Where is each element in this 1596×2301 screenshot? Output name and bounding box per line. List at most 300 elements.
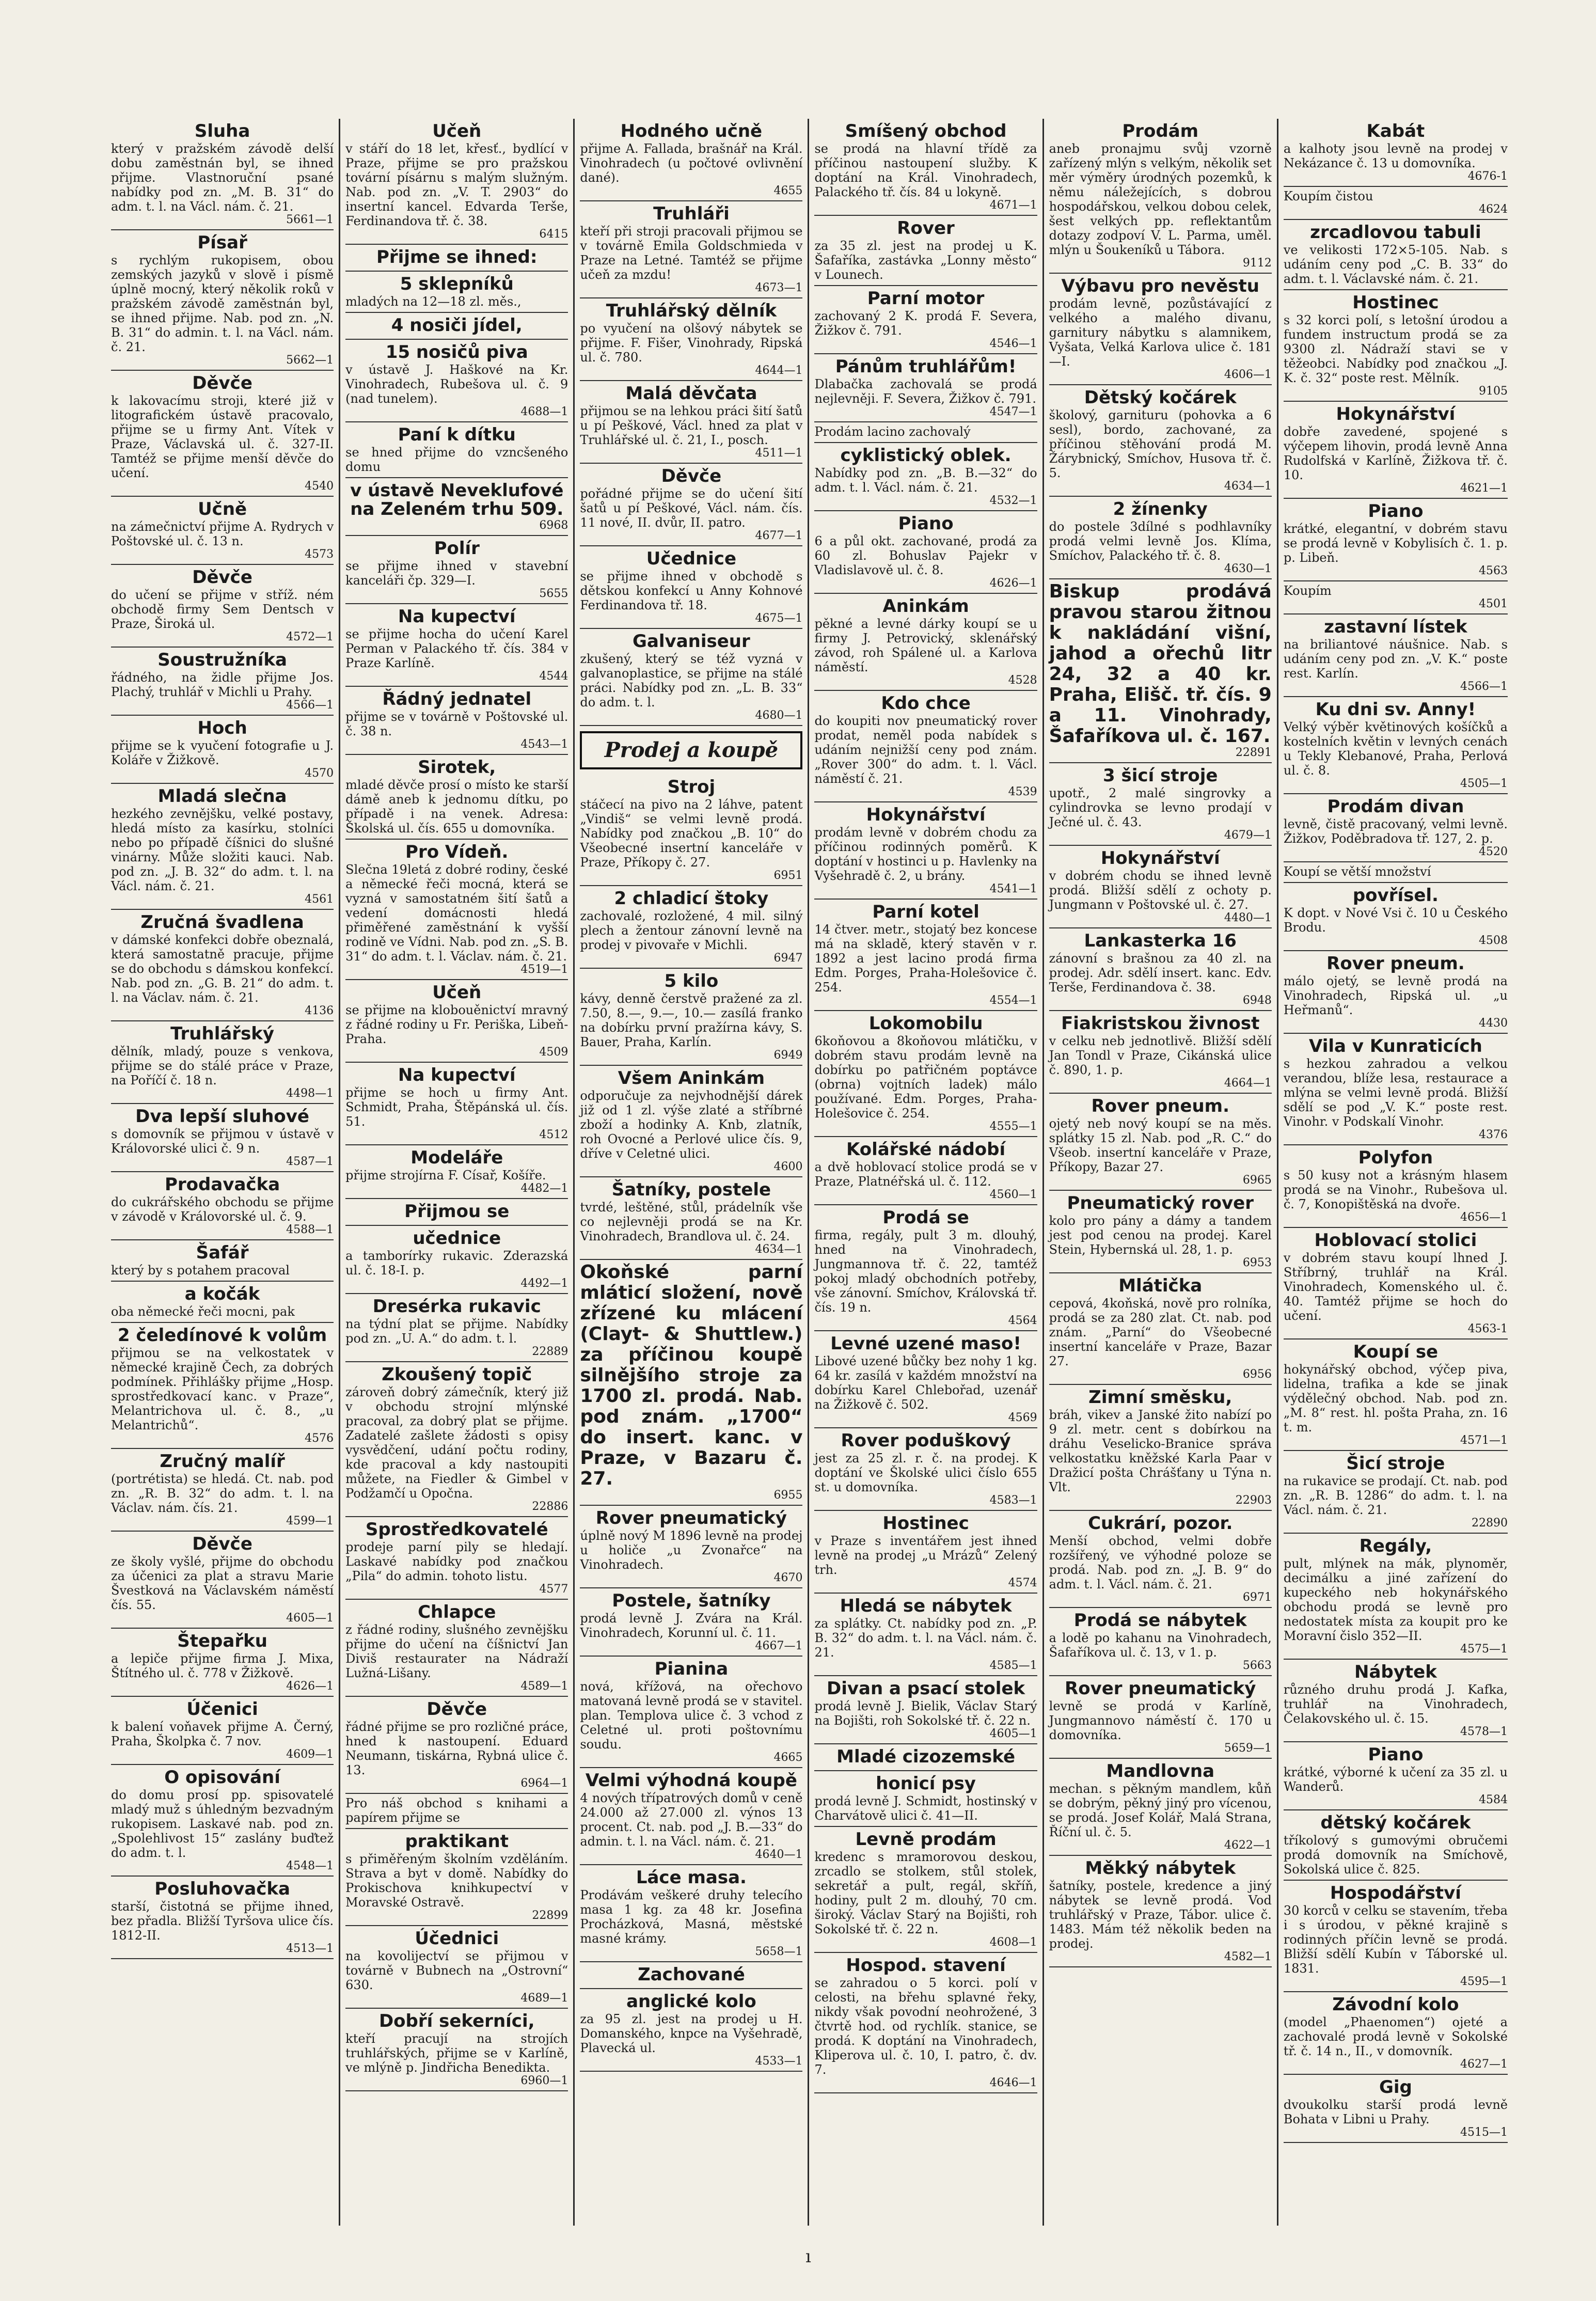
- classified-ad: [1284, 697, 1508, 794]
- ad-heading: Kabát: [1366, 121, 1425, 141]
- ad-code: 4605—1: [286, 1612, 334, 1625]
- ad-heading: Chlapce: [418, 1602, 496, 1622]
- classified-ad: [345, 1926, 568, 2009]
- ad-heading: Postele, šatníky: [612, 1590, 771, 1611]
- ad-code: 4561: [305, 893, 334, 906]
- ad-text: Koupím čistou: [1283, 189, 1373, 203]
- ad-heading: Okoňské parní mláticí složení, nově zřízené ku mlácení (Clayt- & Shuttlew.) za příčinou koupě silnějšího stroje za 1700 zl. prodá. Nab. pod znám. „1700“ do insert. kanc. v Praze, v Bazaru č. 27.: [580, 1262, 803, 1489]
- ad-text: s přiměřeným školním vzděláním. Strava a byt v domě. Nabídky do Prokischova knihkupectví v Moravské Ostravě.: [345, 1852, 568, 1910]
- ad-heading: Parní kotel: [872, 902, 979, 922]
- classified-ad: [345, 1145, 568, 1199]
- ad-heading: Rover pneum.: [1326, 953, 1465, 974]
- ad-heading: Dětský kočárek: [1084, 387, 1237, 408]
- ad-text: kredenc s mramorovou deskou, zrcadlo se stolkem, stůl stolek, sekretář a pult, regál, skříň, hodiny, pult 2 m. dlouhý, 70 cm. široký. Václav Starý na Bojišti, roh Sokolské tř. č. 22 n.: [814, 1850, 1037, 1936]
- classified-ad: [111, 497, 334, 565]
- ad-text: Dlabačka zachovalá se prodá nejlevněji. F. Severa, Žižkov č. 791.: [814, 377, 1037, 406]
- ad-code: 4555—1: [989, 1120, 1037, 1133]
- ad-text: dobře zavedené, spojené s výčepem lihovin, prodá levně Anna Rudolfská v Karlíně, Žižkova tř. č. 10.: [1283, 424, 1508, 482]
- classified-ad: [111, 1323, 334, 1449]
- ad-code: 6956: [1242, 1368, 1272, 1381]
- classified-ad: [814, 1428, 1037, 1511]
- classified-ad: [1049, 385, 1272, 497]
- classified-ad: [580, 1989, 802, 2072]
- column-4: [809, 119, 1044, 2226]
- ad-text: přijmou se na velkostatek v německé krajině Čech, za dobrých podmínek. Přihlášky přijme „Hosp. sprostředkovací kanc. v Praze“, Melantrichova ul. č. 8., „u Melantrichů“.: [111, 1346, 334, 1432]
- ad-code: 5655: [539, 587, 568, 600]
- classified-ad: [1049, 763, 1272, 846]
- ad-text: bráh, vikev a Janské žito nabízí po 9 zl. metr. cent s dobírkou na dráhu Veselicko-Branice správa velkostatku kněžské Karla Paar v Dražicí pošta Chrášťany u Týna n. Vlt.: [1049, 1408, 1272, 1494]
- ad-code: 4576: [305, 1432, 334, 1445]
- classified-ad: [111, 1765, 334, 1877]
- ad-text: dvoukolku starší prodá levně Bohata v Libni u Prahy.: [1283, 2098, 1508, 2126]
- ad-text: se přijme ihned v obchodě s dětskou konfekcí u Anny Kohnové Ferdinandova tř. 18.: [580, 569, 803, 612]
- classified-ad: [1284, 1034, 1508, 1145]
- ad-heading: Hostinec: [1352, 292, 1439, 313]
- ad-text: prodám levně v dobrém chodu za příčinou rodinných poměrů. K doptání v hostinci u p. Havlenky na Vyšehradě č. 2, u brány.: [814, 825, 1037, 883]
- classified-ad: [1284, 2075, 1508, 2143]
- classified-ad: [814, 354, 1037, 422]
- classified-ad: [580, 775, 802, 886]
- ad-text: 6koňovou a 8koňovou mlátičku, v dobrém stavu prodám levně na dobírku po patřičném poptávce (obrna) vojtních ladek) málo používané. Edm. Porges, Praha-Holešovice č. 254.: [814, 1034, 1037, 1121]
- classified-ad: [111, 1021, 334, 1104]
- ad-code: 4688—1: [520, 405, 568, 418]
- ad-text: prodám levně, pozůstávající z velkého a malého divanu, garnitury nábytku s alamnikem, Vyšata, Velká Karlova ulice č. 181—I.: [1049, 296, 1272, 369]
- ad-heading: Mladá slečna: [157, 786, 287, 807]
- ad-heading: Štepařku: [177, 1631, 267, 1651]
- ad-text: Slečna 19letá z dobré rodiny, české a německé řeči mocná, která se vyzná v samostatném šití šatů a vedení domácnosti hledá přiměřené zaměstnání k vyšší rodině ve Vídni. Nab. pod zn. „S. B. 31“ do adm. t. l. Václav. nám. č. 21.: [345, 862, 568, 964]
- classified-ad: [580, 886, 802, 969]
- ad-heading: Hodného učně: [620, 121, 763, 141]
- ad-heading: Polyfon: [1358, 1147, 1433, 1168]
- ad-code: 5659—1: [1224, 1742, 1272, 1755]
- ad-text: za 95 zl. jest na prodej u H. Domanského, knpce na Vyšehradě, Plavecká ul.: [580, 2012, 803, 2055]
- ad-text: odporučuje za nejvhodnější dárek již od 1 zl. výše zlaté a stříbrné zboží a hodinky A. Knb, zlatník, roh Ovocné a Perlové ulice čís. 9, dříve v Celetné ulici.: [580, 1089, 803, 1161]
- ad-text: za 35 zl. jest na prodej u K. Šafaříka, zastávka „Lonny město“ v Lounech.: [814, 239, 1037, 282]
- classified-ad: [1284, 402, 1508, 499]
- ad-text: Pro náš obchod s knihami a papírem přijme se: [345, 1796, 568, 1825]
- classified-ad: [580, 1066, 802, 1177]
- ad-code: 4627—1: [1460, 2058, 1508, 2071]
- ad-code: 4646—1: [989, 2076, 1037, 2089]
- ad-text: přijme strojírna F. Císař, Košíře.: [345, 1168, 546, 1183]
- ad-text: ve velikosti 172×5-105. Nab. s udáním ceny pod „C. B. 33“ do adm. t. l. Václavské nám. č. 21.: [1283, 243, 1508, 286]
- ad-heading: Zkoušený topič: [382, 1364, 532, 1385]
- ad-heading: Učeň: [432, 982, 482, 1003]
- ad-text: na rukavice se prodají. Ct. nab. pod zn. „R. B. 1286“ do adm. t. l. na Václ. nám. č. 21.: [1283, 1474, 1508, 1517]
- ad-heading: Hostinec: [882, 1513, 969, 1534]
- ad-text: Libové uzené bůčky bez nohy 1 kg. 64 kr. zasílá v každém množství na dobírku Karel Chlebořad, uzenář na Žižkově č. 502.: [814, 1354, 1037, 1412]
- classified-ad: [814, 594, 1037, 691]
- ad-code: 4508: [1478, 934, 1508, 947]
- ad-code: 4548—1: [286, 1859, 334, 1872]
- ad-code: 4608—1: [989, 1936, 1037, 1949]
- classified-ad: [580, 969, 802, 1066]
- ad-code: 4588—1: [286, 1223, 334, 1236]
- ad-text: zánovní s brašnou za 40 zl. na prodej. Adr. sdělí insert. kanc. Edv. Terše, Ferdinandova č. 38.: [1049, 951, 1272, 995]
- ad-heading: 3 šicí stroje: [1103, 765, 1218, 786]
- classified-ad: [1284, 1145, 1508, 1228]
- ad-heading: Pánům truhlářům!: [835, 356, 1017, 377]
- ad-heading: Kolářské nádobí: [846, 1139, 1006, 1160]
- classified-ad: [814, 1676, 1037, 1744]
- ad-code: 4519—1: [520, 963, 568, 976]
- classified-ad: [580, 464, 802, 546]
- ad-heading: zrcadlovou tabuli: [1310, 222, 1481, 243]
- ad-code: 4573: [305, 548, 334, 561]
- ad-heading: Ku dni sv. Anny!: [1315, 699, 1476, 720]
- ad-text: levně se prodá v Karlíně, Jungmannovo náměstí č. 170 u domovníka.: [1049, 1699, 1272, 1742]
- classified-ad: [1284, 1881, 1508, 1992]
- ad-heading: Na kupectví: [398, 606, 516, 627]
- ad-heading: Přijme se ihned:: [376, 247, 538, 267]
- classified-ad: [111, 1877, 334, 1959]
- ad-heading: Pro Vídeň.: [405, 842, 509, 862]
- ad-heading: Parní motor: [867, 288, 985, 309]
- classified-ad: [111, 1697, 334, 1765]
- ad-heading: Hokynářství: [1100, 848, 1220, 869]
- ad-heading: Piano: [1368, 1744, 1424, 1765]
- ad-code: 5662—1: [286, 354, 334, 367]
- ad-heading: Lankasterka 16: [1084, 931, 1237, 951]
- ad-heading: Aninkám: [882, 596, 969, 617]
- classified-ad: [345, 272, 568, 313]
- column-1: [106, 119, 340, 2226]
- ad-heading: a kočák: [184, 1284, 260, 1304]
- ad-code: 6955: [773, 1489, 803, 1502]
- classified-ad: [1284, 614, 1508, 697]
- ad-text: různého druhu prodá J. Kafka, truhlář na Vinohradech, Čelakovského ul. č. 15.: [1283, 1682, 1508, 1726]
- ad-text: s rychlým rukopisem, obou zemských jazyků v slově i písmě úplně mocný, který několik roků v pražském závodě zaměstnán byl, se ihned přijme. Nab. pod zn. „N. B. 31“ do admin. t. l. na Václ. nám. č. 21.: [111, 253, 334, 354]
- ad-heading: Polír: [434, 538, 480, 559]
- classified-ad: [1049, 579, 1272, 763]
- ad-code: 4630—1: [1224, 562, 1272, 575]
- classified-ad: [345, 1199, 568, 1226]
- ad-heading: Truhlářský: [170, 1023, 275, 1044]
- classified-ad: [814, 1594, 1037, 1676]
- ad-heading: Zručný malíř: [160, 1451, 285, 1472]
- classified-ad: [111, 1532, 334, 1629]
- ad-text: prodá levně J. Zvára na Král. Vinohradech, Korunní ul. č. 11.: [580, 1611, 803, 1640]
- ad-heading: Prodá se nábytek: [1073, 1610, 1247, 1631]
- ad-code: 22886: [532, 1500, 568, 1513]
- classified-ad: [580, 119, 802, 201]
- ad-text: 6 a půl okt. zachované, prodá za 60 zl. Bohuslav Pajekr v Vladislavově ul. č. 8.: [814, 534, 1037, 577]
- ad-heading: Láce masa.: [636, 1867, 747, 1888]
- ad-text: levně, čistě pracovaný, velmi levně. Žižkov, Poděbradova tř. 127, 2. p.: [1283, 817, 1508, 846]
- classified-ad: [814, 1331, 1037, 1428]
- ad-code: 4624: [1478, 203, 1508, 216]
- classified-ad: [111, 648, 334, 716]
- ad-code: 6948: [1242, 994, 1272, 1007]
- classified-ad: [345, 1794, 568, 1829]
- ad-text: mladé děvče prosí o místo ke starší dámě aneb k jednomu dítku, po případě i na venek. Adresa: Školská ul. čís. 655 u domovníka.: [345, 778, 568, 836]
- ad-text: se prodá na hlavní třídě za příčinou nastoupení služby. K doptání na Král. Vinohradech, Palackého tř. čís. 84 u lokyně.: [814, 141, 1037, 199]
- ad-text: šatníky, postele, kredence a jiný nábytek se levně prodá. Vod truhlářský v Praze, Tábor. ulice č. 1483. Mám též několik beden na prodej.: [1049, 1879, 1272, 1951]
- ad-text: v ústavě J. Haškové na Kr. Vinohradech, Rubešova ul. č. 9 (nad tunelem).: [345, 363, 568, 406]
- ad-text: do postele 3dílné s podhlavníky prodá velmi levně Jos. Klíma, Smíchov, Palackého tř. č. 8.: [1049, 519, 1272, 563]
- ad-heading: Vila v Kunraticích: [1309, 1036, 1482, 1057]
- classified-ad: [814, 691, 1037, 802]
- ad-code: 4546—1: [989, 337, 1037, 350]
- classified-ad: [580, 1177, 802, 1260]
- ad-heading: Přijmou se: [404, 1201, 510, 1222]
- ad-heading: Dresérka rukavic: [372, 1296, 541, 1317]
- ad-code: 4677—1: [755, 529, 803, 542]
- ad-text: prodá levně J. Schmidt, hostinský v Charvátově ulici č. 41—II.: [814, 1794, 1037, 1823]
- ad-heading: Hledá se nábytek: [840, 1596, 1012, 1616]
- ad-text: a kalhoty jsou levně na prodej v Nekázance č. 13 u domovníka.: [1283, 141, 1508, 170]
- ad-code: 4584: [1478, 1793, 1508, 1806]
- ad-heading: Paní k dítku: [398, 424, 516, 445]
- ad-heading: Truhlářský dělník: [606, 301, 777, 321]
- ad-text: který v pražském závodě delší dobu zaměstnán byl, se ihned přijme. Vlastnoruční psané nabídky pod zn. „M. B. 31“ do adm. t. l. na Václ. nám. č. 21.: [111, 141, 334, 214]
- classified-ad: [814, 1827, 1037, 1953]
- ad-text: prodá levně J. Bielik, Václav Starý na Bojišti, roh Sokolské tř. č. 22 n.: [814, 1699, 1037, 1728]
- classified-ad: [1284, 1810, 1508, 1881]
- classified-ad: [345, 478, 568, 536]
- ad-text: Prodávám veškeré druhy telecího masa 1 kg. za 48 kr. Josefina Procházková, Masná, městské masné krámy.: [580, 1888, 803, 1946]
- ad-text: krátké, výborné k učení za 35 zl. u Wanderů.: [1283, 1765, 1508, 1794]
- ad-text: Velký výběr květinových košíčků a kostelních květin v levných cenách u Tekly Klebanové, Praha, Perlová ul. č. 8.: [1283, 720, 1508, 778]
- ad-code: 4599—1: [286, 1515, 334, 1527]
- ad-text: přijme A. Fallada, brašnář na Král. Vinohradech (u počtové ovlivnění dané).: [580, 141, 803, 185]
- ad-text: do koupiti nov pneumatický rover prodat, neměl poda nabídek s udáním nejnižší ceny pod znám. „Rover 300“ do adm. t. l. Václ. náměstí č. 21.: [814, 714, 1037, 786]
- ad-text: zároveň dobrý zámečník, který již v obchodu strojní mlýnské pracoval, za dobrý plat se přijme. Zadatelé zašlete žádosti s opisy vysvědčení, udání počtu rodiny, kde pracoval a kdy nastoupiti můžete, na Fiedler & Gimbel v Podžamčí u Opočna.: [345, 1385, 568, 1501]
- ad-code: 4600: [773, 1160, 803, 1173]
- ad-heading: Levné uzené maso!: [830, 1333, 1021, 1354]
- ad-heading: zastavní lístek: [1324, 617, 1467, 637]
- classified-ad: [1284, 1451, 1508, 1534]
- classified-ad: [345, 119, 568, 245]
- ad-heading: Piano: [1368, 501, 1424, 522]
- ad-text: (portrétista) se hledá. Ct. nab. pod zn. „R. B. 32“ do adm. t. l. na Václav. nám. čís. 21.: [111, 1472, 334, 1515]
- column-5: [1044, 119, 1278, 2226]
- ad-code: 6971: [1242, 1591, 1272, 1604]
- ad-heading: Všem Aninkám: [618, 1068, 765, 1089]
- ad-code: 4575—1: [1460, 1643, 1508, 1656]
- ad-heading: Hokynářství: [1336, 404, 1456, 424]
- ad-code: 4585—1: [989, 1659, 1037, 1672]
- ad-heading: Nábytek: [1354, 1662, 1437, 1682]
- classified-ad: [814, 422, 1037, 443]
- ad-code: 4671—1: [989, 199, 1037, 212]
- classified-ad: [1284, 951, 1508, 1034]
- ad-heading: učednice: [413, 1228, 501, 1249]
- ad-code: 4520: [1478, 845, 1508, 858]
- ad-code: 6949: [773, 1049, 803, 1062]
- ad-heading: Sprostředkovatelé: [365, 1519, 548, 1540]
- ad-code: 4622—1: [1224, 1839, 1272, 1852]
- ad-text: se přijme hocha do učení Karel Perman v Palackého tř. čís. 384 v Praze Karlíně.: [345, 627, 568, 670]
- classified-ads-page: [106, 119, 1513, 2226]
- classified-ad: [814, 900, 1037, 1011]
- ad-text: v celku neb jednotlivě. Bližší sdělí Jan Tondl v Praze, Cikánská ulice č. 890, 1. p.: [1049, 1034, 1272, 1077]
- section-heading-box: [580, 731, 802, 769]
- ad-text: v dobrém chodu se ihned levně prodá. Bližší sdělí z ochoty p. Jungmann v Poštovské ul. č. 27.: [1049, 869, 1272, 912]
- classified-ad: [345, 980, 568, 1063]
- ad-heading: Měkký nábytek: [1085, 1858, 1236, 1879]
- ad-text: přijmou se na lehkou práci šití šatů u pí Peškové, Václ. hned za plat v Truhlářské ul. č. 21, I., posch.: [580, 404, 803, 447]
- ad-text: aneb pronajmu svůj vzorně zařízený mlýn s velkým, několik set měr výměry úrodných pozemků, k němu náležejících, s dobrou hospodářskou, velkou dobou celek, šest velkých pp. reflektantům dotazy zodpoví V. L. Parma, uměl. mlýn u Šoukeníků u Tábora.: [1049, 141, 1272, 257]
- ad-heading: 4 nosiči jídel,: [391, 315, 523, 336]
- ad-code: 4541—1: [989, 882, 1037, 895]
- ad-code: 4532—1: [989, 494, 1037, 507]
- ad-heading: Děvče: [192, 1534, 252, 1554]
- ad-heading: Hokynářství: [866, 805, 986, 825]
- ad-text: hezkého zevnějšku, velké postavy, hledá místo za kasírku, stolníci nebo po případě číšnici do slušné vinárny. Může složiti kauci. Nab. pod zn. „J. B. 32“ do adm. t. l. na Václ. nám. č. 21.: [111, 807, 334, 893]
- ad-code: 4626—1: [286, 1680, 334, 1693]
- ad-text: který by s potahem pracoval: [111, 1263, 290, 1278]
- classified-ad: [111, 119, 334, 230]
- classified-ad: [111, 716, 334, 784]
- ad-text: a lepiče přijme firma J. Mixa, Štítného ul. č. 778 v Žižkově.: [111, 1651, 334, 1680]
- ad-heading: Pneumatický rover: [1067, 1193, 1254, 1213]
- classified-ad: [111, 1282, 334, 1323]
- ad-code: 4679—1: [1224, 829, 1272, 842]
- page-footer-mark: ı: [805, 2246, 811, 2267]
- ad-code: 22890: [1471, 1517, 1508, 1530]
- classified-ad: [111, 784, 334, 910]
- ad-heading: honicí psy: [876, 1773, 976, 1794]
- ad-code: 9105: [1478, 385, 1508, 398]
- ad-code: 4634—1: [755, 1243, 803, 1256]
- classified-ad: [580, 298, 802, 381]
- ad-heading: Zachované: [638, 1964, 745, 1985]
- classified-ad: [580, 1657, 802, 1768]
- ad-code: 4656—1: [1460, 1211, 1508, 1224]
- ad-code: 22899: [532, 1909, 568, 1922]
- ad-code: 4670: [773, 1571, 803, 1584]
- ad-code: 4609—1: [286, 1748, 334, 1761]
- ad-text: přijme se k vyučení fotografie u J. Koláře v Žižkově.: [111, 738, 334, 767]
- ad-text: a dvě hoblovací stolice prodá se v Praze, Platnéřská ul. č. 112.: [814, 1160, 1037, 1189]
- ad-heading: Řádný jednatel: [382, 689, 532, 710]
- ad-text: kteří při stroji pracovali přijmou se v továrně Emila Goldschmieda v Praze na Letné. Tamtéž se přijme učeň za mzdu!: [580, 224, 803, 282]
- ad-code: 6951: [773, 869, 803, 882]
- ad-heading: Rover pneum.: [1091, 1096, 1229, 1116]
- ad-heading: Účednici: [415, 1928, 499, 1949]
- classified-ad: [345, 604, 568, 687]
- classified-ad: [345, 422, 568, 478]
- ad-text: se hned přijme do vzncšeného domu: [345, 445, 568, 474]
- ad-text: do učení se přijme v stříž. ném obchodě firmy Sem Dentsch v Praze, Široká ul.: [111, 588, 334, 631]
- ad-heading: Šafář: [196, 1242, 249, 1263]
- ad-text: upotř., 2 malé singrovky a cylindrovka se levno prodají v Ječné ul. č. 43.: [1049, 786, 1272, 829]
- classified-ad: [1049, 1273, 1272, 1385]
- ad-heading: Učednice: [646, 548, 737, 569]
- ad-code: 4509: [539, 1046, 568, 1059]
- classified-ad: [345, 340, 568, 422]
- ad-heading: Výbavu pro nevěstu: [1061, 276, 1259, 296]
- ad-code: 4540: [305, 480, 334, 493]
- ad-text: K dopt. v Nové Vsi č. 10 u Českého Brodu.: [1283, 906, 1508, 935]
- ad-heading: Prodám: [1122, 121, 1199, 141]
- ad-text: Koupím: [1283, 584, 1332, 598]
- ad-code: 4583—1: [989, 1494, 1037, 1507]
- classified-ad: [345, 1294, 568, 1362]
- classified-ad: [345, 1600, 568, 1697]
- ad-text: pěkné a levné dárky koupí se u firmy J. Petrovický, sklenářský závod, roh Spálené ul. a Karlova náměstí.: [814, 617, 1037, 674]
- ad-heading: v ústavě Neveklufové na Zeleném trhu 509.: [350, 480, 564, 519]
- classified-ad: [111, 1449, 334, 1532]
- ad-heading: Prodám divan: [1327, 796, 1464, 817]
- ad-heading: Soustružníka: [157, 650, 287, 670]
- column-2: [340, 119, 575, 2226]
- ad-code: 4569: [1008, 1411, 1037, 1424]
- classified-ad: [111, 1240, 334, 1282]
- ad-text: na zámečnictví přijme A. Rydrych v Poštovské ul. č. 13 n.: [111, 519, 334, 548]
- classified-ad: [111, 230, 334, 371]
- ad-heading: Závodní kolo: [1332, 1994, 1459, 2015]
- ad-text: řádného, na židle přijme Jos. Plachý, truhlář v Michli u Prahy.: [111, 670, 334, 699]
- classified-ad: [580, 201, 802, 298]
- classified-ad: [814, 443, 1037, 511]
- ad-heading: Děvče: [192, 567, 252, 588]
- classified-ad: [345, 687, 568, 755]
- ad-code: 6415: [539, 228, 568, 241]
- classified-ad: [345, 840, 568, 980]
- ad-text: (model „Phaenomen“) ojeté a zachovalé prodá levně v Sokolské tř. č. 14 n., II., v domovník.: [1283, 2015, 1508, 2058]
- ad-text: Nabídky pod zn. „B. B.—32“ do adm. t. l. Václ. nám. č. 21.: [814, 466, 1037, 495]
- ad-code: 4498—1: [286, 1087, 334, 1100]
- ad-code: 4511—1: [755, 447, 803, 460]
- ad-code: 4482—1: [520, 1182, 568, 1195]
- ad-heading: 2 čeledínové k volům: [117, 1325, 327, 1346]
- ad-code: 5658—1: [755, 1945, 803, 1958]
- classified-ad: [814, 1511, 1037, 1594]
- ad-text: a tamborírky rukavic. Zderazská ul. č. 18-I. p.: [345, 1249, 568, 1278]
- ad-text: k lakovacímu stroji, které již v litografickém ústavě pracovalo, přijme se u firmy Ant. Vítek v Praze, Václavská ul. č. 327-II. Tamtéž se přijme menší děvče do učení.: [111, 393, 334, 480]
- ad-heading: Rover pneumatický: [1065, 1678, 1256, 1699]
- ad-code: 6968: [539, 519, 568, 532]
- classified-ad: [1049, 1385, 1272, 1511]
- ad-text: s domovník se přijmou v ústavě v Královorské ulici č. 9 n.: [111, 1127, 334, 1156]
- ad-text: málo ojetý, se levně prodá na Vinohradech, Ripská ul. „u Heřmanů“.: [1283, 974, 1508, 1017]
- ad-text: na týdní plat se přijme. Nabídky pod zn. „U. A.“ do adm. t. l.: [345, 1317, 568, 1346]
- ad-heading: Levně prodám: [855, 1829, 997, 1850]
- classified-ad: [1284, 1660, 1508, 1742]
- ad-text: tříkolový s gumovými obručemi prodá domovník na Smíchově, Sokolská ulice č. 825.: [1283, 1833, 1508, 1877]
- ad-text: přijme se v továrně v Poštovské ul. č. 38 n.: [345, 710, 568, 738]
- ad-text: zachovaný 2 K. prodá F. Severa, Žižkov č. 791.: [814, 309, 1037, 338]
- ad-code: 4492—1: [520, 1277, 568, 1290]
- ad-code: 4564: [1008, 1314, 1037, 1327]
- ad-code: 4563: [1478, 564, 1508, 577]
- ad-text: v dobrém stavu koupí lhned J. Stříbrný, truhlář na Král. Vinohradech, Komenského ul. č. 40. Tamtéž přijme se hoch do učení.: [1283, 1251, 1508, 1323]
- classified-ad: [111, 565, 334, 648]
- ad-text: s hezkou zahradou a velkou verandou, blíže lesa, restaurace a mlýna se velmi levně prodá. Bližší sdělí se pod „V. K.“ poste rest. Vinohr. v Podskalí Vinohr.: [1283, 1057, 1508, 1129]
- ad-text: přijme se hoch u firmy Ant. Schmidt, Praha, Štěpánská ul. čís. 51.: [345, 1085, 568, 1129]
- ad-text: 4 nových třípatrových domů v ceně 24.000 až 27.000 zl. výnos 13 procent. Ct. nab. pod „J. B.—33“ do admin. t. l. na Václ. nám. č. 21.: [580, 1791, 803, 1849]
- ad-code: 6947: [773, 952, 803, 965]
- ad-code: 4626—1: [989, 577, 1037, 590]
- classified-ad: [580, 1962, 802, 1989]
- ad-text: mechan. s pěkným mandlem, kůň se dobrým, pěkný jiný pro vícenou, se prodá. Josef Kolář, Malá Strana, Říční ul. č. 5.: [1049, 1782, 1272, 1839]
- classified-ad: [345, 2009, 568, 2091]
- ad-text: do domu prosí pp. spisovatelé mladý muž s úhledným bezvadným rukopisem. Laskavé nab. pod zn. „Spolehlivost 15“ zaslány buďtež do adm. t. l.: [111, 1788, 334, 1860]
- ad-heading: anglické kolo: [626, 1991, 756, 2012]
- ad-heading: Koupí se: [1353, 1342, 1439, 1362]
- ad-text: mladých na 12—18 zl. měs.,: [345, 294, 522, 309]
- ad-code: 4675—1: [755, 612, 803, 625]
- ad-heading: Divan a psací stolek: [826, 1678, 1025, 1699]
- ad-text: v dámské konfekci dobře obeznalá, která samostatně pracuje, přijme se do obchodu s dámskou konfekcí. Nab. pod zn. „G. B. 21“ do adm. t. l. na Václav. nám. č. 21.: [111, 933, 334, 1005]
- classified-ad: [345, 1226, 568, 1294]
- ad-code: 4480—1: [1224, 911, 1272, 924]
- ad-code: 4563-1: [1467, 1322, 1508, 1335]
- ad-heading: Hospodářství: [1330, 1883, 1461, 1903]
- classified-ad: [1284, 883, 1508, 951]
